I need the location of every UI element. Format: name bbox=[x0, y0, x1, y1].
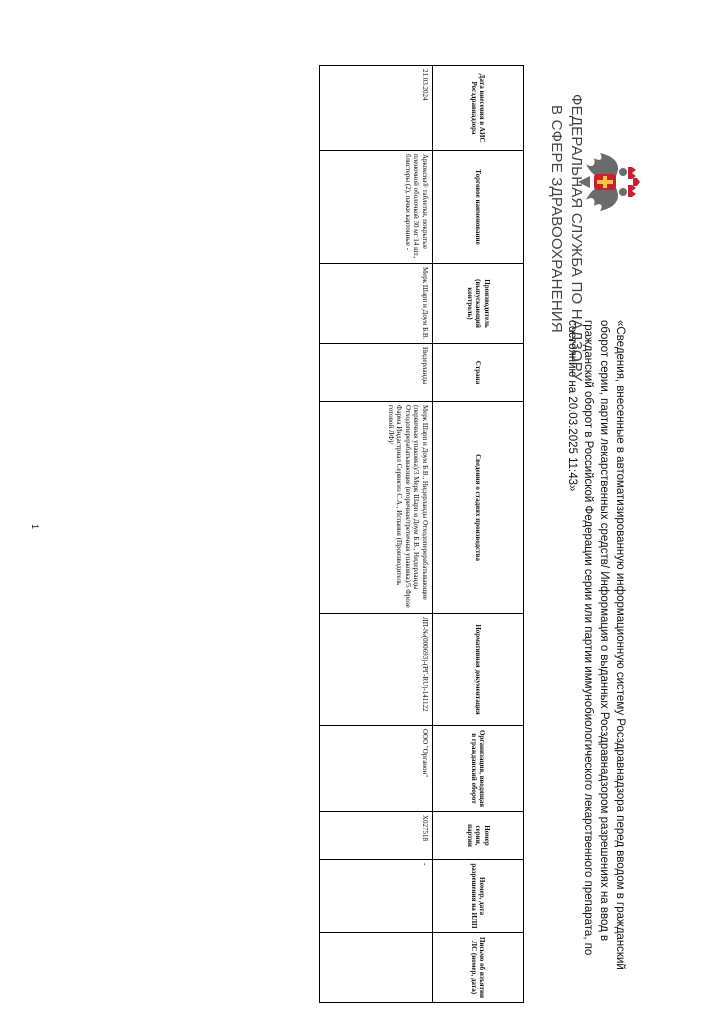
service-title-line1: ФЕДЕРАЛЬНАЯ СЛУЖБА ПО НАДЗОРУ bbox=[568, 94, 585, 382]
cell-date-entered: 21.03.2024 bbox=[320, 66, 433, 151]
header-withdrawal-letter: Письмо об изъятии ЛС (номер, дата) bbox=[433, 933, 524, 1003]
header-country: Страна bbox=[433, 344, 524, 402]
cell-production-stages: Мерк Шарп и Доум Б.В., Нидерланды Отходоперерабатывающие (первичная упаковка)/3 Мерк Шарп и Доум Б.В., Нидерланды Отходоперерабатывающие (вторичная/третичная упаковка)/5 Фрозе Фарма Индастриал Сервисиз С.А., Испания (Производитель готовой ЛФ)/ bbox=[320, 402, 433, 614]
header-trade-name: Торговое наименование bbox=[433, 151, 524, 264]
header-date-entered: Дата внесения в АИС Росздравнадзора bbox=[433, 66, 524, 151]
cell-manufacturer: Мерк Шарп и Доум Б.В. bbox=[320, 264, 433, 344]
cell-batch-number: X027518 bbox=[320, 812, 433, 860]
service-title bbox=[546, 94, 586, 382]
header-batch-number: Номер серии, партии bbox=[433, 812, 524, 860]
header-manufacturer: Производитель (выпускающий контроль) bbox=[433, 264, 524, 344]
cell-withdrawal-letter bbox=[320, 933, 433, 1003]
header-production-stages: Сведения о стадиях производства bbox=[433, 402, 524, 614]
data-table-container bbox=[319, 65, 524, 1003]
cell-trade-name: Аркоксиа® таблетки, покрытые пленочной оболочкой 30 мг 14 шт., блистеры (2), пачки картонные - bbox=[320, 151, 433, 264]
table-header-row bbox=[433, 66, 524, 1003]
cell-organization: ООО "Органон" bbox=[320, 726, 433, 812]
service-title-line2: В СФЕРЕ ЗДРАВООХРАНЕНИЯ bbox=[548, 105, 565, 333]
page-number: 1 bbox=[30, 524, 40, 530]
header-regulatory-docs: Нормативная документация bbox=[433, 614, 524, 726]
data-table bbox=[319, 65, 524, 1003]
table-row bbox=[320, 66, 433, 1003]
document-heading: «Сведения, внесенные в автоматизированную информационную систему Росздравнадзора перед вводом в гражданский оборот серии, партии лекарственных средств/ Информация о выданных Росздравнадзором разрешениях на ввод в гражданский оборот в Российской Федерации серии или партии иммунобиологического лекарственного препарата, по состоянию на 20.03.2025 11:43» bbox=[566, 320, 626, 970]
header-organization: Организация, вводящая в гражданский оборот bbox=[433, 726, 524, 812]
header-permit-number: Номер, дата разрешения на ИЛП bbox=[433, 860, 524, 933]
cell-regulatory-docs: ЛП-№(000693)-(РГ-RU)-141122 bbox=[320, 614, 433, 726]
cell-permit-number: - bbox=[320, 860, 433, 933]
cell-country: Нидерланды bbox=[320, 344, 433, 402]
